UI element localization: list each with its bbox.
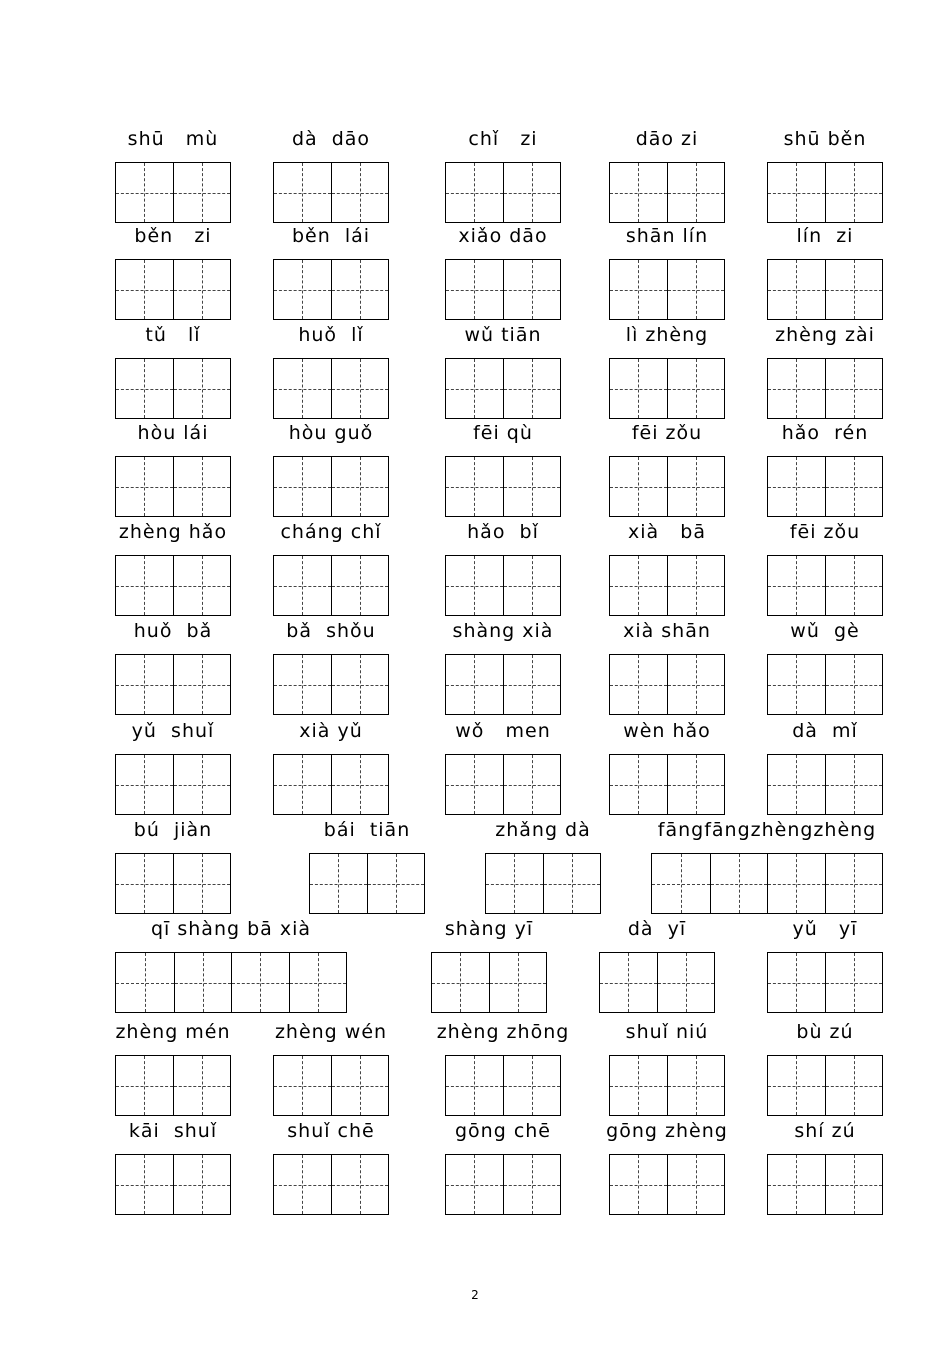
pinyin-label: bǎ shǒu	[286, 620, 376, 642]
tianzige-cell[interactable]	[116, 655, 173, 714]
tianzige-cell[interactable]	[116, 953, 174, 1012]
tianzige-cell[interactable]	[331, 655, 388, 714]
tianzige-cell[interactable]	[667, 1155, 724, 1214]
pinyin-label: běn lái	[291, 225, 371, 247]
tianzige-cell[interactable]	[331, 1056, 388, 1115]
tianzige-cell[interactable]	[767, 854, 825, 913]
pinyin-label: wǔ gè	[790, 620, 860, 642]
tianzige-cell[interactable]	[331, 359, 388, 418]
writing-grid[interactable]	[609, 162, 725, 223]
pinyin-label: shū běn	[783, 128, 867, 150]
writing-grid[interactable]	[767, 754, 883, 815]
tianzige-cell[interactable]	[274, 1155, 331, 1214]
writing-grid[interactable]	[767, 456, 883, 517]
pinyin-label: zhèng zài	[775, 324, 875, 346]
pinyin-label: bái tiān	[323, 819, 411, 841]
writing-grid[interactable]	[609, 654, 725, 715]
writing-grid[interactable]	[115, 952, 347, 1013]
writing-grid[interactable]	[767, 654, 883, 715]
tianzige-cell[interactable]	[116, 260, 173, 319]
tianzige-cell[interactable]	[610, 1056, 667, 1115]
tianzige-cell[interactable]	[667, 1056, 724, 1115]
pinyin-label: shān lín	[625, 225, 709, 247]
pinyin-label: zhèng wén	[274, 1021, 388, 1043]
pinyin-label: cháng chǐ	[280, 521, 382, 543]
tianzige-cell[interactable]	[173, 854, 230, 913]
tianzige-cell[interactable]	[503, 1155, 560, 1214]
tianzige-cell[interactable]	[610, 556, 667, 615]
tianzige-cell[interactable]	[503, 260, 560, 319]
pinyin-label: xià shān	[623, 620, 711, 642]
pinyin-label: wèn hǎo	[623, 720, 711, 742]
tianzige-cell[interactable]	[446, 556, 503, 615]
tianzige-cell[interactable]	[503, 556, 560, 615]
writing-grid[interactable]	[767, 952, 883, 1013]
tianzige-cell[interactable]	[116, 457, 173, 516]
writing-grid[interactable]	[273, 754, 389, 815]
pinyin-label: dà mǐ	[792, 720, 858, 742]
writing-grid[interactable]	[609, 358, 725, 419]
tianzige-cell[interactable]	[274, 1056, 331, 1115]
writing-grid[interactable]	[115, 358, 231, 419]
writing-grid[interactable]	[767, 555, 883, 616]
tianzige-cell[interactable]	[173, 655, 230, 714]
pinyin-label: xià bā	[628, 521, 706, 543]
tianzige-cell[interactable]	[486, 854, 543, 913]
tianzige-cell[interactable]	[446, 755, 503, 814]
tianzige-cell[interactable]	[310, 854, 367, 913]
tianzige-cell[interactable]	[116, 755, 173, 814]
tianzige-cell[interactable]	[825, 260, 882, 319]
writing-grid[interactable]	[309, 853, 425, 914]
pinyin-label: bù zú	[796, 1021, 854, 1043]
writing-grid[interactable]	[431, 952, 547, 1013]
tianzige-cell[interactable]	[825, 1056, 882, 1115]
tianzige-cell[interactable]	[768, 1056, 825, 1115]
tianzige-cell[interactable]	[331, 556, 388, 615]
writing-grid[interactable]	[609, 1055, 725, 1116]
writing-grid[interactable]	[609, 456, 725, 517]
tianzige-cell[interactable]	[503, 755, 560, 814]
tianzige-cell[interactable]	[600, 953, 657, 1012]
pinyin-label: dà yī	[627, 918, 687, 940]
writing-grid[interactable]	[767, 1055, 883, 1116]
writing-grid[interactable]	[445, 1154, 561, 1215]
pinyin-label: kāi shuǐ	[128, 1120, 218, 1142]
pinyin-label: zhèng hǎo	[118, 521, 228, 543]
tianzige-cell[interactable]	[768, 1155, 825, 1214]
tianzige-cell[interactable]	[367, 854, 424, 913]
tianzige-cell[interactable]	[446, 260, 503, 319]
pinyin-label: huǒ lǐ	[298, 324, 364, 346]
tianzige-cell[interactable]	[289, 953, 347, 1012]
pinyin-label: dà dāo	[291, 128, 371, 150]
pinyin-label: zhèng zhōng	[436, 1021, 570, 1043]
tianzige-cell[interactable]	[446, 359, 503, 418]
writing-grid[interactable]	[273, 654, 389, 715]
tianzige-cell[interactable]	[274, 556, 331, 615]
tianzige-cell[interactable]	[825, 854, 883, 913]
tianzige-cell[interactable]	[503, 359, 560, 418]
tianzige-cell[interactable]	[446, 655, 503, 714]
tianzige-cell[interactable]	[710, 854, 768, 913]
pinyin-label: fāngfāngzhèngzhèng	[657, 819, 877, 841]
writing-grid[interactable]	[445, 358, 561, 419]
writing-grid[interactable]	[115, 555, 231, 616]
writing-grid[interactable]	[609, 555, 725, 616]
pinyin-label: chǐ zi	[468, 128, 538, 150]
pinyin-label: shū mù	[127, 128, 219, 150]
writing-grid[interactable]	[115, 162, 231, 223]
tianzige-cell[interactable]	[667, 655, 724, 714]
pinyin-label: fēi zǒu	[789, 521, 861, 543]
pinyin-label: hòu guǒ	[288, 422, 374, 444]
tianzige-cell[interactable]	[825, 163, 882, 222]
tianzige-cell[interactable]	[274, 457, 331, 516]
writing-grid[interactable]	[273, 1055, 389, 1116]
pinyin-label: fēi zǒu	[631, 422, 703, 444]
pinyin-label: yǔ yī	[792, 918, 858, 940]
tianzige-cell[interactable]	[116, 854, 173, 913]
tianzige-cell[interactable]	[274, 359, 331, 418]
writing-grid[interactable]	[485, 853, 601, 914]
page-number: 2	[471, 1288, 479, 1302]
tianzige-cell[interactable]	[331, 755, 388, 814]
tianzige-cell[interactable]	[274, 755, 331, 814]
writing-grid[interactable]	[115, 259, 231, 320]
tianzige-cell[interactable]	[116, 163, 173, 222]
writing-grid[interactable]	[445, 456, 561, 517]
tianzige-cell[interactable]	[173, 260, 230, 319]
pinyin-label: fēi qù	[473, 422, 533, 444]
pinyin-label: qī shàng bā xià	[150, 918, 312, 940]
tianzige-cell[interactable]	[610, 755, 667, 814]
writing-grid[interactable]	[273, 1154, 389, 1215]
tianzige-cell[interactable]	[768, 655, 825, 714]
tianzige-cell[interactable]	[768, 953, 825, 1012]
pinyin-label: dāo zi	[635, 128, 699, 150]
writing-grid[interactable]	[609, 1154, 725, 1215]
writing-grid[interactable]	[445, 754, 561, 815]
tianzige-cell[interactable]	[825, 655, 882, 714]
tianzige-cell[interactable]	[503, 457, 560, 516]
tianzige-cell[interactable]	[116, 556, 173, 615]
writing-grid[interactable]	[599, 952, 715, 1013]
tianzige-cell[interactable]	[768, 556, 825, 615]
tianzige-cell[interactable]	[274, 163, 331, 222]
tianzige-cell[interactable]	[432, 953, 489, 1012]
tianzige-cell[interactable]	[173, 1056, 230, 1115]
tianzige-cell[interactable]	[331, 260, 388, 319]
pinyin-label: wǒ men	[455, 720, 551, 742]
pinyin-label: bú jiàn	[133, 819, 213, 841]
pinyin-label: lì zhèng	[625, 324, 709, 346]
writing-grid[interactable]	[767, 259, 883, 320]
pinyin-label: shàng xià	[452, 620, 554, 642]
tianzige-cell[interactable]	[173, 163, 230, 222]
tianzige-cell[interactable]	[173, 457, 230, 516]
tianzige-cell[interactable]	[503, 655, 560, 714]
writing-grid[interactable]	[445, 259, 561, 320]
tianzige-cell[interactable]	[446, 1155, 503, 1214]
writing-grid[interactable]	[115, 754, 231, 815]
writing-grid[interactable]	[115, 1055, 231, 1116]
writing-grid[interactable]	[273, 358, 389, 419]
tianzige-cell[interactable]	[667, 260, 724, 319]
tianzige-cell[interactable]	[610, 655, 667, 714]
writing-grid[interactable]	[273, 555, 389, 616]
tianzige-cell[interactable]	[446, 1056, 503, 1115]
tianzige-cell[interactable]	[173, 1155, 230, 1214]
tianzige-cell[interactable]	[116, 1155, 173, 1214]
tianzige-cell[interactable]	[543, 854, 600, 913]
tianzige-cell[interactable]	[274, 655, 331, 714]
tianzige-cell[interactable]	[503, 1056, 560, 1115]
tianzige-cell[interactable]	[667, 457, 724, 516]
pinyin-label: zhèng mén	[115, 1021, 231, 1043]
tianzige-cell[interactable]	[503, 163, 560, 222]
tianzige-cell[interactable]	[667, 359, 724, 418]
pinyin-label: shí zú	[794, 1120, 856, 1142]
writing-grid[interactable]	[767, 358, 883, 419]
writing-grid[interactable]	[767, 162, 883, 223]
tianzige-cell[interactable]	[331, 163, 388, 222]
pinyin-label: shuǐ niú	[625, 1021, 709, 1043]
writing-grid[interactable]	[115, 853, 231, 914]
tianzige-cell[interactable]	[825, 457, 882, 516]
writing-grid[interactable]	[115, 654, 231, 715]
writing-grid[interactable]	[273, 259, 389, 320]
tianzige-cell[interactable]	[446, 163, 503, 222]
pinyin-label: zhǎng dà	[495, 819, 591, 841]
tianzige-cell[interactable]	[174, 953, 232, 1012]
pinyin-label: xià yǔ	[299, 720, 363, 742]
tianzige-cell[interactable]	[768, 755, 825, 814]
tianzige-cell[interactable]	[610, 163, 667, 222]
tianzige-cell[interactable]	[667, 556, 724, 615]
pinyin-label: hǎo rén	[781, 422, 869, 444]
tianzige-cell[interactable]	[768, 163, 825, 222]
tianzige-cell[interactable]	[825, 556, 882, 615]
tianzige-cell[interactable]	[610, 1155, 667, 1214]
tianzige-cell[interactable]	[825, 359, 882, 418]
tianzige-cell[interactable]	[116, 359, 173, 418]
pinyin-label: shuǐ chē	[287, 1120, 375, 1142]
writing-grid[interactable]	[651, 853, 883, 914]
pinyin-label: hòu lái	[137, 422, 209, 444]
pinyin-label: shàng yī	[444, 918, 534, 940]
tianzige-cell[interactable]	[652, 854, 710, 913]
tianzige-cell[interactable]	[657, 953, 714, 1012]
pinyin-label: tǔ lǐ	[145, 324, 201, 346]
pinyin-label: huǒ bǎ	[133, 620, 213, 642]
writing-grid[interactable]	[115, 1154, 231, 1215]
pinyin-label: hǎo bǐ	[467, 521, 539, 543]
tianzige-cell[interactable]	[667, 163, 724, 222]
tianzige-cell[interactable]	[173, 755, 230, 814]
tianzige-cell[interactable]	[446, 457, 503, 516]
pinyin-label: gōng zhèng	[606, 1120, 728, 1142]
pinyin-label: běn zi	[134, 225, 212, 247]
writing-grid[interactable]	[445, 555, 561, 616]
writing-grid[interactable]	[273, 456, 389, 517]
pinyin-label: yǔ shuǐ	[131, 720, 215, 742]
tianzige-cell[interactable]	[610, 260, 667, 319]
pinyin-label: gōng chē	[454, 1120, 552, 1142]
tianzige-cell[interactable]	[116, 1056, 173, 1115]
pinyin-label: xiǎo dāo	[458, 225, 548, 247]
writing-grid[interactable]	[609, 259, 725, 320]
writing-grid[interactable]	[445, 654, 561, 715]
writing-grid[interactable]	[115, 456, 231, 517]
tianzige-cell[interactable]	[825, 755, 882, 814]
tianzige-cell[interactable]	[231, 953, 289, 1012]
writing-grid[interactable]	[273, 162, 389, 223]
tianzige-cell[interactable]	[825, 953, 882, 1012]
tianzige-cell[interactable]	[610, 359, 667, 418]
pinyin-label: lín zi	[796, 225, 854, 247]
writing-grid[interactable]	[445, 1055, 561, 1116]
tianzige-cell[interactable]	[489, 953, 546, 1012]
writing-grid[interactable]	[609, 754, 725, 815]
tianzige-cell[interactable]	[768, 359, 825, 418]
tianzige-cell[interactable]	[768, 260, 825, 319]
tianzige-cell[interactable]	[173, 556, 230, 615]
tianzige-cell[interactable]	[173, 359, 230, 418]
tianzige-cell[interactable]	[825, 1155, 882, 1214]
tianzige-cell[interactable]	[667, 755, 724, 814]
writing-grid[interactable]	[445, 162, 561, 223]
tianzige-cell[interactable]	[768, 457, 825, 516]
tianzige-cell[interactable]	[331, 1155, 388, 1214]
tianzige-cell[interactable]	[610, 457, 667, 516]
pinyin-label: wǔ tiān	[464, 324, 542, 346]
writing-grid[interactable]	[767, 1154, 883, 1215]
tianzige-cell[interactable]	[274, 260, 331, 319]
tianzige-cell[interactable]	[331, 457, 388, 516]
